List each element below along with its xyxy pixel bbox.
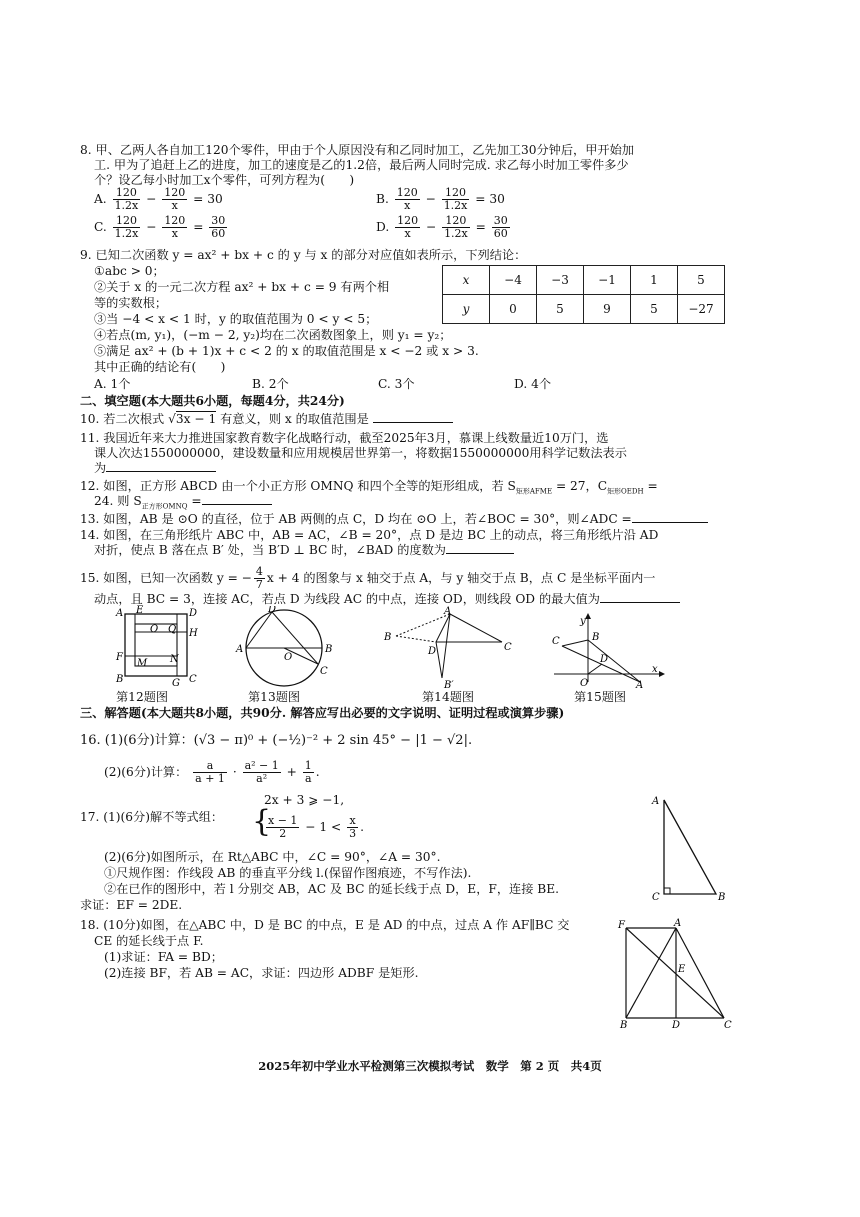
point-label: Q bbox=[168, 624, 177, 635]
numerator: 120 bbox=[164, 186, 186, 199]
fraction bbox=[162, 187, 187, 212]
point-label: O bbox=[150, 624, 159, 635]
q8-line2: 工. 甲为了追赶上乙的进度，加工的速度是乙的1.2倍，最后两人同时完成. 求乙每小时加工零件多少 bbox=[94, 158, 629, 172]
denominator: x bbox=[404, 199, 411, 212]
numerator: 120 bbox=[113, 187, 141, 200]
point-label: C bbox=[504, 642, 512, 653]
triangle-abc bbox=[664, 800, 716, 894]
section-note: (本大题共8小题，共90分. 解答应写出必要的文字说明、证明过程或演算步骤) bbox=[140, 706, 565, 720]
q13 bbox=[80, 512, 708, 527]
q9-conclusion-3: ③当 −4 < x < 1 时，y 的取值范围为 0 < y < 5； bbox=[94, 312, 378, 326]
denominator: 60 bbox=[211, 227, 226, 240]
caption-fig-15: 第15题图 bbox=[574, 690, 627, 704]
point-label: B bbox=[325, 644, 333, 655]
point-label: D bbox=[672, 1020, 681, 1030]
point-label: D bbox=[189, 608, 198, 619]
q9-conclusion-4: ④若点(m, y₁)，(−m − 2, y₂)均在二次函数图象上，则 y₁ = y₂； bbox=[94, 328, 452, 342]
q8-option-b bbox=[376, 187, 505, 212]
q13-text: 13. 如图，AB 是 ⊙O 的直径，位于 AB 两侧的点 C，D 均在 ⊙O 上，若∠BOC = 30°，则∠ADC = bbox=[80, 512, 632, 526]
q16-expression: (√3 − π)⁰ + (−½)⁻² + 2 sin 45° − |1 − √2|. bbox=[193, 733, 473, 748]
answer-blank[interactable] bbox=[106, 471, 216, 472]
denominator: a² bbox=[256, 772, 268, 785]
q11-line1: 11. 我国近年来大力推进国家教育数字化战略行动，截至2025年3月，慕课上线数量近10万门，选 bbox=[80, 431, 609, 445]
q18-line2: CE 的延长线于点 F. bbox=[94, 934, 204, 948]
radicand: 3x − 1 bbox=[175, 412, 217, 426]
equals: = bbox=[193, 220, 204, 234]
q12-text: = bbox=[187, 494, 202, 508]
period: . bbox=[315, 765, 320, 779]
denominator: 60 bbox=[493, 227, 508, 240]
numerator: a² − 1 bbox=[244, 759, 279, 772]
caption-fig-12: 第12题图 bbox=[116, 690, 169, 704]
point-label: A bbox=[116, 608, 124, 619]
segment-od bbox=[588, 664, 602, 674]
denominator: 1.2x bbox=[114, 227, 139, 240]
q12-text: = bbox=[643, 479, 658, 493]
table-cell: 9 bbox=[584, 295, 631, 324]
page-footer: 2025年初中学业水平检测第三次模拟考试 数学 第 2 页 共4页 bbox=[258, 1059, 602, 1073]
q12-text: = 27，C bbox=[552, 479, 608, 493]
table-cell: 5 bbox=[631, 295, 678, 324]
numerator: a bbox=[193, 760, 227, 773]
fraction bbox=[113, 187, 141, 212]
figure-14 bbox=[378, 606, 528, 690]
q11-line3 bbox=[94, 461, 216, 476]
denominator: 7 bbox=[255, 578, 263, 591]
numerator: 4 bbox=[255, 565, 263, 578]
point-label: F bbox=[618, 920, 625, 931]
fraction bbox=[113, 215, 141, 240]
point-label: A bbox=[636, 680, 644, 690]
q16-part2 bbox=[104, 760, 320, 785]
table-cell: −3 bbox=[537, 266, 584, 295]
denominator: 1.2x bbox=[114, 199, 139, 212]
q9-choice-d: D. 4个 bbox=[514, 377, 552, 391]
denominator: 2 bbox=[279, 827, 287, 840]
point-label: H bbox=[189, 628, 198, 639]
dashed-ab bbox=[396, 614, 450, 636]
point-label: A bbox=[236, 644, 244, 655]
numerator: 120 bbox=[396, 186, 418, 199]
point-label: D bbox=[268, 606, 277, 615]
line-ab bbox=[588, 640, 640, 682]
q10-text-a: 10. 若二次根式 bbox=[80, 412, 165, 426]
q17-inequality-2 bbox=[264, 815, 364, 840]
q9-conclusion-2a: ②关于 x 的一元二次方程 ax² + bx + c = 9 有两个相 bbox=[94, 280, 390, 294]
subscript: 正方形OMNQ bbox=[141, 502, 188, 511]
q9-choice-a: A. 1个 bbox=[94, 377, 131, 391]
q8-line1: 8. 甲、乙两人各自加工120个零件，甲由于个人原因没有和乙同时加工，乙先加工30分钟后，甲开始加 bbox=[80, 143, 634, 157]
caption-fig-13: 第13题图 bbox=[248, 690, 301, 704]
point-label: O bbox=[284, 652, 293, 663]
table-row-x bbox=[443, 266, 725, 295]
section-title: 二、填空题 bbox=[80, 394, 141, 408]
point-label: C bbox=[652, 892, 660, 903]
caption-fig-14: 第14题图 bbox=[422, 690, 475, 704]
fraction bbox=[162, 215, 187, 240]
right-angle-mark bbox=[664, 888, 670, 894]
numerator: 1 bbox=[304, 759, 312, 772]
q8-option-c bbox=[94, 215, 229, 240]
denominator: x bbox=[171, 199, 178, 212]
point-label: B bbox=[620, 1020, 628, 1030]
axis-label: y bbox=[580, 616, 586, 627]
numerator: 120 bbox=[164, 214, 186, 227]
point-label: A bbox=[652, 796, 660, 807]
q15-line1 bbox=[80, 566, 655, 591]
table-cell: x bbox=[443, 266, 490, 295]
fraction bbox=[266, 815, 299, 840]
denominator: x bbox=[171, 227, 178, 240]
q14-text: 对折，使点 B 落在点 B′ 处，当 B′D ⊥ BC 时，∠BAD 的度数为 bbox=[94, 543, 446, 557]
period: . bbox=[360, 820, 364, 834]
answer-blank[interactable] bbox=[202, 504, 272, 505]
q18-line1: 18. (10分)如图，在△ABC 中，D 是 BC 的中点，E 是 AD 的中点，过点 A 作 AF∥BC 交 bbox=[80, 918, 570, 932]
q9-choice-c: C. 3个 bbox=[378, 377, 415, 391]
answer-blank[interactable] bbox=[373, 422, 453, 423]
q17-step2: ②在已作的图形中，若 l 分别交 AB，AC 及 BC 的延长线于点 D，E，F，连接 BE. bbox=[104, 882, 560, 896]
q9-value-table bbox=[442, 265, 725, 324]
section-2-heading bbox=[80, 394, 345, 409]
q12-text: 12. 如图，正方形 ABCD 由一个小正方形 OMNQ 和四个全等的矩形组成，若 S bbox=[80, 479, 516, 493]
table-cell: 1 bbox=[631, 266, 678, 295]
q17-inequality-1: 2x + 3 ⩾ −1, bbox=[264, 793, 345, 807]
brace-icon: { bbox=[252, 804, 272, 839]
q17-part2: (2)(6分)如图所示，在 Rt△ABC 中，∠C = 90°，∠A = 30°. bbox=[104, 850, 441, 864]
q11-line2: 课人次达1550000000，建设数量和应用规模居世界第一，将数据1550000000用科学记数法表示 bbox=[94, 446, 627, 460]
figure-17 bbox=[646, 790, 736, 906]
segment-fc bbox=[626, 928, 724, 1018]
point-label: B bbox=[592, 632, 600, 643]
q9-prompt: 其中正确的结论有( ) bbox=[94, 360, 226, 374]
option-label: A. bbox=[94, 192, 107, 206]
denominator: 1.2x bbox=[443, 199, 468, 212]
q10-text-b: 有意义，则 x 的取值范围是 bbox=[220, 412, 369, 426]
operator: − 1 < bbox=[305, 820, 342, 834]
q8-line3: 个？设乙每小时加工x个零件，可列方程为( ) bbox=[94, 173, 355, 187]
point-label: C bbox=[552, 636, 560, 647]
q17-part1-label: 17. (1)(6分)解不等式组： bbox=[80, 810, 224, 824]
table-cell: 5 bbox=[678, 266, 725, 295]
q18-subq2: (2)连接 BF，若 AB = AC，求证：四边形 ADBF 是矩形. bbox=[104, 966, 419, 980]
point-label: B bbox=[718, 892, 726, 903]
segment-ab-prime bbox=[442, 614, 450, 678]
numerator: 120 bbox=[442, 215, 470, 228]
figure-15 bbox=[548, 610, 672, 690]
equals: = bbox=[475, 220, 486, 234]
q9-choice-b: B. 2个 bbox=[252, 377, 289, 391]
numerator: 120 bbox=[113, 215, 141, 228]
fraction bbox=[395, 187, 420, 212]
x-axis-arrow bbox=[659, 671, 665, 677]
point-label: B bbox=[384, 632, 392, 643]
point-label: E bbox=[678, 964, 686, 975]
operator: + bbox=[286, 765, 297, 779]
point-label: N bbox=[170, 654, 179, 665]
fraction bbox=[243, 760, 281, 785]
fraction bbox=[303, 760, 314, 785]
operator: − bbox=[425, 220, 437, 234]
q16-label: 16. (1)(6分)计算： bbox=[80, 733, 194, 748]
point-label: D bbox=[600, 654, 609, 665]
point-label: B′ bbox=[444, 680, 454, 690]
point-label: B bbox=[116, 674, 124, 685]
numerator: x bbox=[347, 815, 358, 828]
fraction bbox=[209, 215, 227, 240]
dashed-bd bbox=[396, 636, 436, 642]
q9-conclusion-1: ①abc > 0； bbox=[94, 264, 165, 278]
point-label: C bbox=[189, 674, 197, 685]
fraction bbox=[442, 215, 470, 240]
point-label: D bbox=[428, 646, 437, 657]
point-label: A bbox=[444, 606, 452, 617]
fraction bbox=[347, 815, 358, 840]
q10 bbox=[80, 412, 453, 427]
figure-12 bbox=[108, 604, 208, 688]
segment-cb bbox=[562, 640, 588, 646]
numerator: 30 bbox=[493, 214, 508, 227]
table-cell: −4 bbox=[490, 266, 537, 295]
equals: = 30 bbox=[475, 192, 505, 206]
answer-blank[interactable] bbox=[446, 553, 514, 554]
q15-text: 15. 如图，已知一次函数 y = − bbox=[80, 571, 252, 585]
point-label: C bbox=[724, 1020, 732, 1030]
figure-13 bbox=[232, 606, 336, 690]
numerator: x − 1 bbox=[268, 814, 298, 827]
q17-step1: ①尺规作图：作线段 AB 的垂直平分线 l.(保留作图痕迹，不写作法). bbox=[104, 866, 472, 880]
option-label: D. bbox=[376, 220, 390, 234]
fraction bbox=[254, 566, 265, 591]
option-label: C. bbox=[94, 220, 107, 234]
q14-line2 bbox=[94, 543, 514, 558]
answer-blank[interactable] bbox=[632, 522, 708, 523]
q8-option-a bbox=[94, 187, 223, 212]
denominator: 1.2x bbox=[444, 227, 468, 240]
q15-text: 动点，且 BC = 3，连接 AC，若点 D 为线段 AC 的中点，连接 OD，则线段 OD 的最大值为 bbox=[94, 592, 600, 606]
section-note: (本大题共6小题，每题4分，共24分) bbox=[140, 394, 345, 408]
fraction bbox=[193, 760, 227, 785]
table-cell: y bbox=[443, 295, 490, 324]
segment-ac bbox=[450, 614, 502, 642]
q16-part1 bbox=[80, 733, 472, 748]
q9-line1: 9. 已知二次函数 y = ax² + bx + c 的 y 与 x 的部分对应值如表所示，下列结论： bbox=[80, 248, 527, 262]
point-label: O bbox=[580, 678, 589, 689]
q9-conclusion-5: ⑤满足 ax² + (b + 1)x + c < 2 的 x 的取值范围是 x < −2 或 x > 3. bbox=[94, 344, 479, 358]
q12-text: 24. 则 S bbox=[94, 494, 142, 508]
answer-blank[interactable] bbox=[600, 602, 680, 603]
operator: − bbox=[425, 192, 436, 206]
option-label: B. bbox=[376, 192, 389, 206]
denominator: a + 1 bbox=[195, 772, 225, 785]
q11-text: 为 bbox=[94, 461, 107, 475]
denominator: x bbox=[404, 227, 411, 240]
fraction bbox=[492, 215, 510, 240]
table-cell: 0 bbox=[490, 295, 537, 324]
sqrt-sign: √ bbox=[168, 412, 176, 426]
y-axis-arrow bbox=[585, 613, 591, 619]
q17-step3: 求证：EF = 2DE. bbox=[80, 898, 183, 912]
q15-text: x + 4 的图象与 x 轴交于点 A，与 y 轴交于点 B，点 C 是坐标平面内一 bbox=[266, 571, 656, 585]
segment-ab bbox=[626, 928, 676, 1018]
table-row-y bbox=[443, 295, 725, 324]
point-label: F bbox=[116, 652, 123, 663]
point-label: A bbox=[674, 918, 682, 929]
denominator: a bbox=[304, 772, 312, 785]
segment bbox=[272, 612, 318, 664]
table-cell: −1 bbox=[584, 266, 631, 295]
q14-line1: 14. 如图，在三角形纸片 ABC 中，AB = AC，∠B = 20°，点 D 是边 BC 上的动点，将三角形纸片沿 AD bbox=[80, 528, 659, 542]
q9-conclusion-2b: 等的实数根； bbox=[94, 296, 168, 310]
denominator: 3 bbox=[349, 827, 357, 840]
fraction bbox=[395, 215, 420, 240]
q8-option-d bbox=[376, 215, 512, 240]
q18-subq1: (1)求证：FA = BD； bbox=[104, 950, 223, 964]
operator: − bbox=[146, 192, 157, 206]
numerator: 30 bbox=[211, 214, 226, 227]
segment-db-prime bbox=[436, 642, 442, 678]
section-3-heading bbox=[80, 706, 564, 721]
equals: = 30 bbox=[193, 192, 223, 206]
operator: − bbox=[146, 220, 157, 234]
table-cell: −27 bbox=[678, 295, 725, 324]
numerator: 120 bbox=[442, 187, 470, 200]
axis-label: x bbox=[652, 664, 658, 675]
point-label: G bbox=[172, 678, 180, 688]
point-label: C bbox=[320, 666, 328, 677]
point-label: E bbox=[136, 605, 144, 616]
fraction bbox=[442, 187, 470, 212]
figure-18 bbox=[612, 916, 738, 1030]
point-label: M bbox=[137, 658, 148, 669]
q16-label: (2)(6分)计算： bbox=[104, 765, 188, 779]
subscript: 矩形OEDH bbox=[607, 487, 644, 496]
subscript: 矩形AFME bbox=[515, 487, 553, 496]
table-cell: 5 bbox=[537, 295, 584, 324]
section-title: 三、解答题 bbox=[80, 706, 141, 720]
numerator: 120 bbox=[397, 214, 419, 227]
operator: · bbox=[232, 765, 237, 779]
